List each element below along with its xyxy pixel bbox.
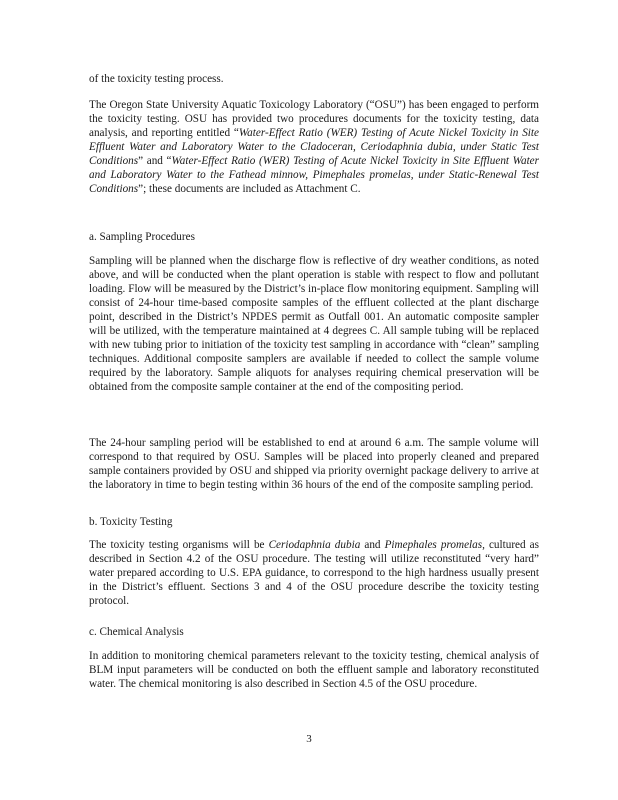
section-b-text-1: The toxicity testing organisms will be bbox=[89, 539, 269, 551]
section-a-heading: a. Sampling Procedures bbox=[89, 231, 195, 243]
osu-text-1: The Oregon State University Aquatic Toxicology Laboratory (“OSU”) has been engaged to perform the toxicity testing. OSU has provided two procedures documents for the toxicity testing, data analysis, and reporting entitled “ bbox=[89, 99, 539, 139]
section-b-paragraph bbox=[89, 538, 539, 608]
section-b-heading: b. Toxicity Testing bbox=[89, 516, 173, 528]
organism-1: Ceriodaphnia dubia bbox=[268, 539, 361, 551]
intro-tail: of the toxicity testing process. bbox=[89, 73, 224, 85]
organism-2: Pimephales promelas, bbox=[384, 539, 485, 551]
section-a-paragraph-1: Sampling will be planned when the discharge flow is reflective of dry weather conditions, as noted above, and will be conducted when the plant operation is stable with respect to flow and pollutant loading. Flow will be measured by the District’s in-place flow monitoring equipment. Sampling will consist of 24-hour time-based composite samples of the effluent collected at the plant discharge point, described in the District’s NPDES permit as Outfall 001. An automatic composite sampler will be utilized, with the temperature maintained at 4 degrees C. All sample tubing will be replaced with new tubing prior to initiation of the toxicity test sampling in accordance with “clean” sampling techniques. Additional composite samplers are available if needed to collect the sample volume required by the laboratory. Sample aliquots for analyses requiring chemical preservation will be obtained from the composite sample container at the end of the compositing period. bbox=[89, 255, 539, 393]
osu-paragraph bbox=[89, 98, 539, 196]
osu-text-2: ” and “ bbox=[138, 155, 172, 167]
section-a-paragraph-2: The 24-hour sampling period will be established to end at around 6 a.m. The sample volume will correspond to that required by OSU. Samples will be placed into properly cleaned and prepared sample containers provided by OSU and shipped via priority overnight package delivery to arrive at the laboratory in time to begin testing within 36 hours of the end of the composite sampling period. bbox=[89, 437, 539, 491]
section-b-text-2: and bbox=[360, 539, 385, 551]
section-c-heading: c. Chemical Analysis bbox=[89, 626, 184, 638]
procedure-title-2: Water-Effect Ratio (WER) Testing of Acute Nickel Toxicity in Site Effluent Water and Laboratory Water to the Fathead minnow, Pimephales promelas, under Static-Renewal Test Conditions bbox=[89, 155, 539, 195]
section-c-paragraph: In addition to monitoring chemical parameters relevant to the toxicity testing, chemical analysis of BLM input parameters will be conducted on both the effluent sample and laboratory reconstituted water. The chemical monitoring is also described in Section 4.5 of the OSU procedure. bbox=[89, 650, 539, 690]
procedure-title-1: Water-Effect Ratio (WER) Testing of Acute Nickel Toxicity in Site Effluent Water and Laboratory Water to the Cladoceran, Ceriodaphnia dubia, under Static Test Conditions bbox=[89, 127, 539, 167]
osu-text-3: ”; these documents are included as Attachment C. bbox=[138, 183, 361, 195]
page-number: 3 bbox=[306, 733, 312, 745]
section-b-text-3: cultured as described in Section 4.2 of the OSU procedure. The testing will utilize reconstituted “very hard” water prepared according to U.S. EPA guidance, to correspond to the high hardness usually present in the District’s effluent. Sections 3 and 4 of the OSU procedure describe the toxicity testing protocol. bbox=[89, 539, 540, 607]
